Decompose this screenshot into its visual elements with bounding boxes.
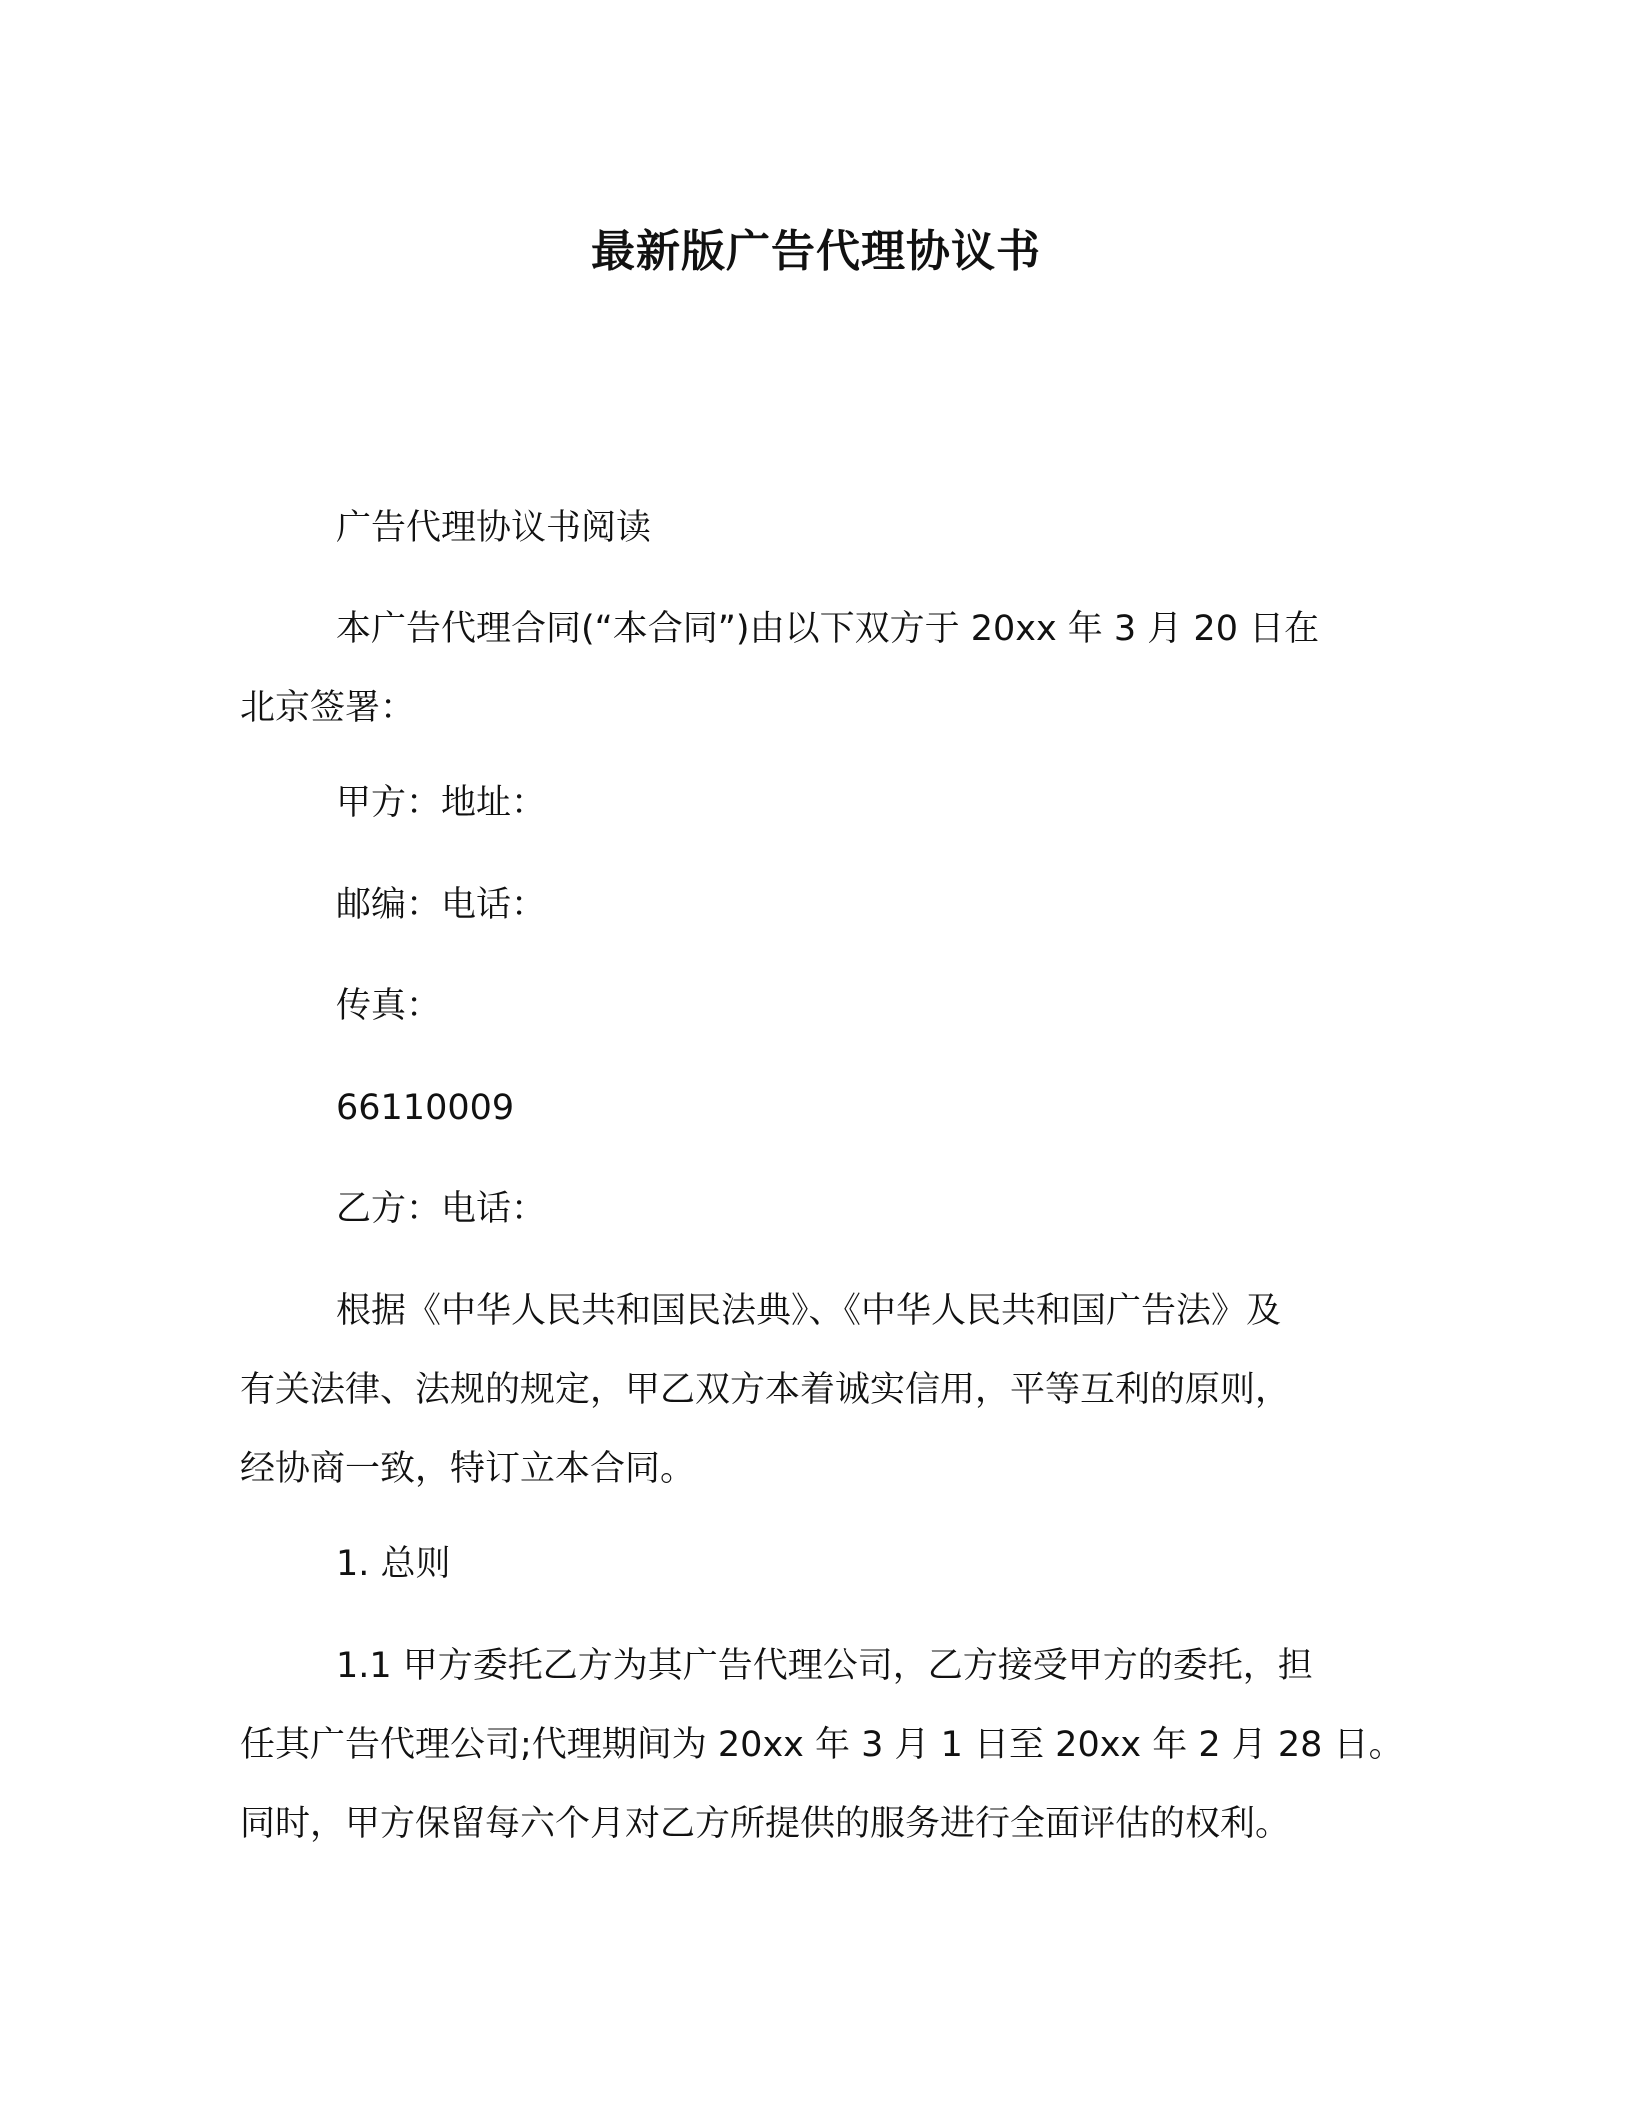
paragraph-line: 同时，甲方保留每六个月对乙方所提供的服务进行全面评估的权利。 <box>240 1804 1291 1844</box>
paragraph-line: 本广告代理合同(“本合同”)由以下双方于 20xx 年 3 月 20 日在 <box>336 609 1320 649</box>
paragraph-line: 66110009 <box>336 1088 515 1128</box>
document-title: 最新版广告代理协议书 <box>591 226 1041 277</box>
paragraph-line: 经协商一致，特订立本合同。 <box>240 1449 696 1489</box>
fax-number <box>240 1069 1392 1148</box>
legal-basis-paragraph <box>240 1272 1392 1509</box>
intro-paragraph <box>240 590 1392 748</box>
paragraph-line: 任其广告代理公司;代理期间为 20xx 年 3 月 1 日至 20xx 年 2 月 28 日。 <box>240 1725 1404 1765</box>
paragraph-line: 1. 总则 <box>336 1544 451 1584</box>
section-heading-reading <box>240 489 1392 568</box>
party-b-phone <box>240 1170 1392 1249</box>
clause-1-1 <box>240 1627 1404 1864</box>
section-heading-general <box>240 1525 1392 1604</box>
paragraph-line: 甲方：地址： <box>336 783 547 823</box>
fax-label <box>240 967 1392 1046</box>
paragraph-line: 北京签署： <box>240 688 416 728</box>
party-a-address <box>240 764 1392 843</box>
paragraph-line: 有关法律、法规的规定，甲乙双方本着诚实信用，平等互利的原则， <box>240 1370 1291 1410</box>
paragraph-line: 根据《中华人民共和国民法典》、《中华人民共和国广告法》及 <box>336 1291 1282 1331</box>
paragraph-line: 乙方：电话： <box>336 1189 547 1229</box>
paragraph-line: 传真： <box>336 986 442 1026</box>
paragraph-line: 广告代理协议书阅读 <box>336 508 652 548</box>
paragraph-line: 邮编：电话： <box>336 885 547 925</box>
postcode-phone <box>240 866 1392 945</box>
paragraph-line: 1.1 甲方委托乙方为其广告代理公司，乙方接受甲方的委托，担 <box>336 1646 1313 1686</box>
